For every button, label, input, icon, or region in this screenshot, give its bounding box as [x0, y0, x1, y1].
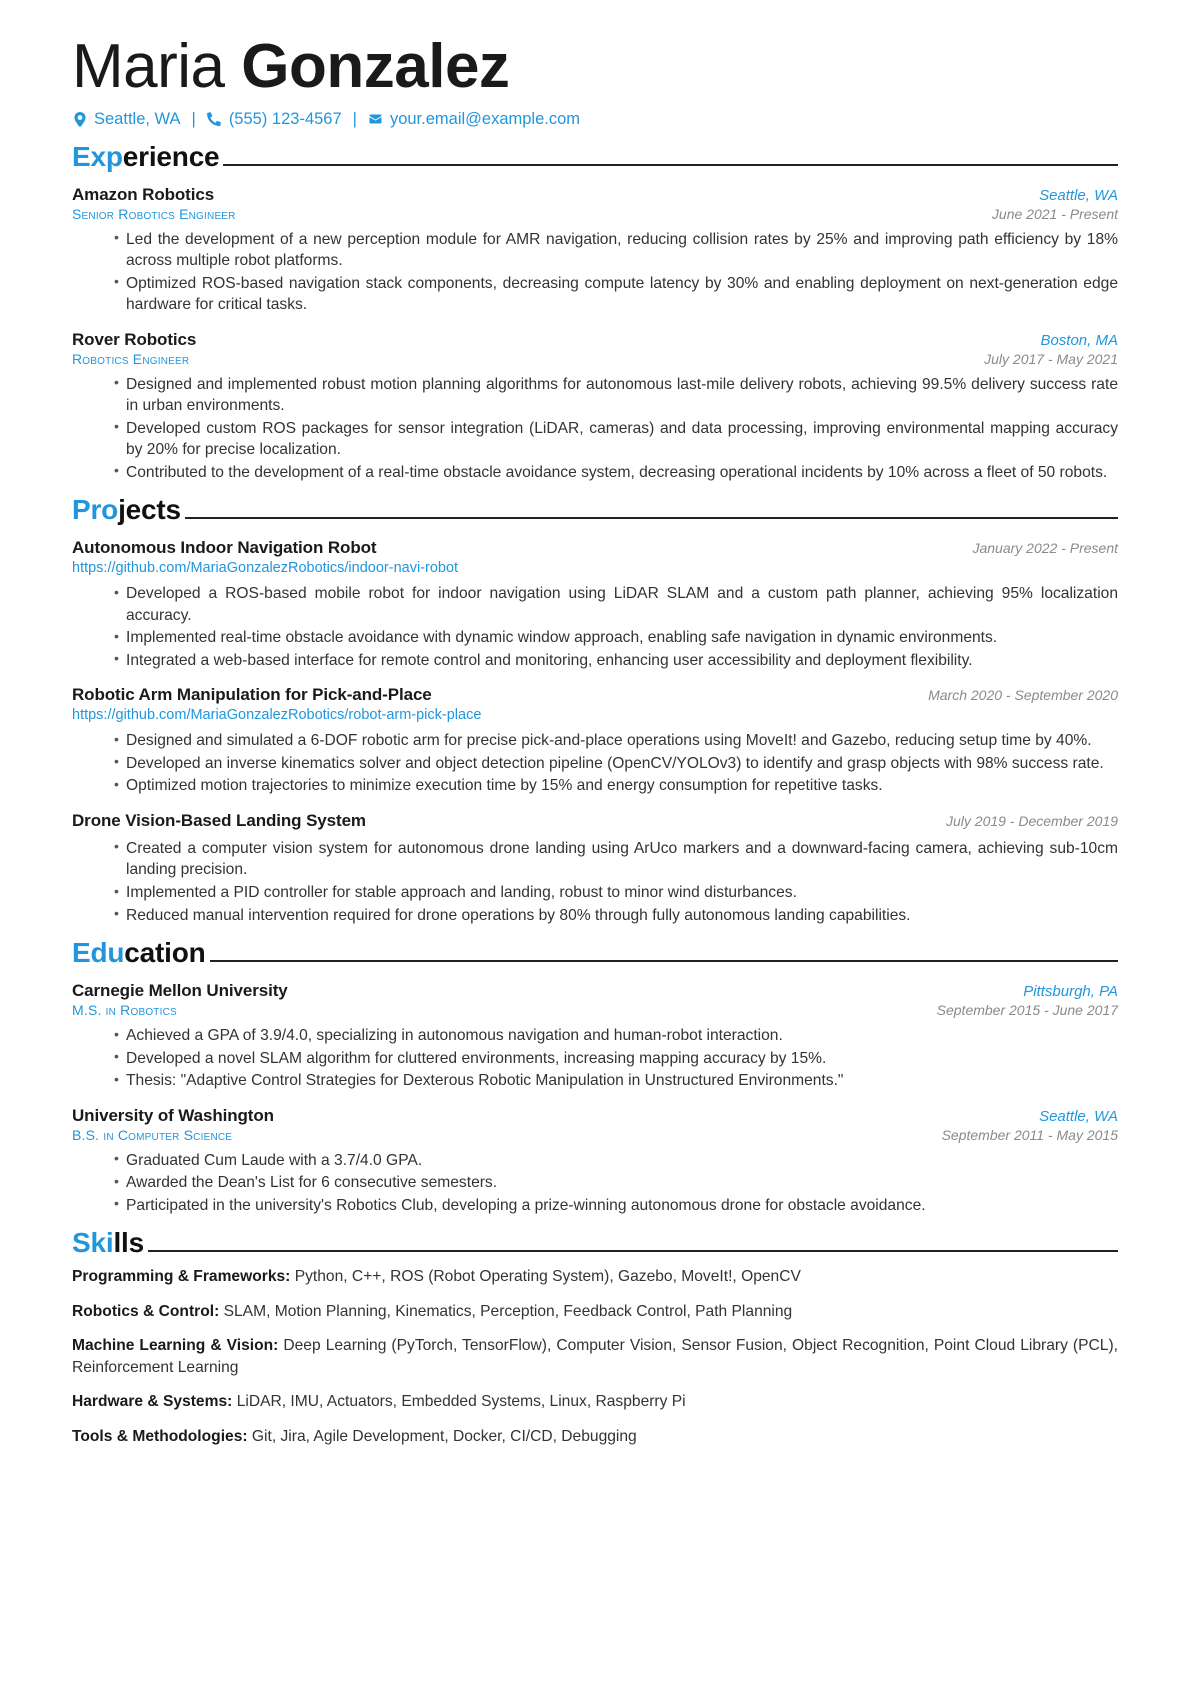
map-pin-icon	[72, 112, 87, 127]
project-name: Autonomous Indoor Navigation Robot	[72, 538, 377, 558]
education-entry	[72, 981, 1118, 1092]
experience-entry	[72, 330, 1118, 484]
skill-items: Git, Jira, Agile Development, Docker, CI/CD, Debugging	[251, 1427, 637, 1445]
section-title-accent: Pro	[72, 494, 119, 526]
project-dates: July 2019 - December 2019	[946, 812, 1118, 829]
entry-header-row	[72, 185, 1118, 205]
bullet-item: • Developed custom ROS packages for sensor integration (LiDAR, cameras) and data processing, improving environmental mapping accuracy by 20% for precise localization.	[114, 418, 1118, 461]
bullet-item: • Reduced manual intervention required for drone operations by 80% through fully autonomous landing capabilities.	[114, 905, 1118, 927]
education-entry	[72, 1106, 1118, 1217]
section-title-skills	[72, 1229, 148, 1257]
section-experience	[72, 140, 1118, 484]
skill-items: Deep Learning (PyTorch, TensorFlow), Computer Vision, Sensor Fusion, Object Recognition, Point Cloud Library (PCL), Reinforcement Learning	[72, 1337, 1118, 1376]
last-name: Gonzalez	[241, 32, 510, 101]
project-name: Robotic Arm Manipulation for Pick-and-Place	[72, 685, 432, 705]
contact-phone[interactable]	[207, 110, 342, 129]
education-dates: September 2015 - June 2017	[936, 1002, 1118, 1019]
section-title-experience	[72, 140, 223, 172]
employer-location: Seattle, WA	[1039, 186, 1118, 204]
entry-header-row	[72, 981, 1118, 1001]
bullet-item: • Implemented a PID controller for stable approach and landing, robust to minor wind disturbances.	[114, 882, 1118, 904]
section-title-rest: cation	[124, 937, 206, 969]
section-title-rest: lls	[113, 1227, 144, 1259]
bullet-item: • Awarded the Dean's List for 6 consecutive semesters.	[114, 1172, 1118, 1194]
section-heading-education	[72, 939, 1118, 967]
experience-bullets	[72, 229, 1118, 316]
entry-header-row	[72, 1106, 1118, 1126]
project-dates: March 2020 - September 2020	[928, 687, 1118, 704]
project-entry	[72, 811, 1118, 926]
section-projects	[72, 496, 1118, 926]
bullet-item: • Developed a ROS-based mobile robot for indoor navigation using LiDAR SLAM and a custom path planner, achieving 95% localization accuracy.	[114, 583, 1118, 626]
section-heading-experience	[72, 140, 1118, 172]
experience-bullets	[72, 374, 1118, 484]
bullet-item: • Optimized ROS-based navigation stack components, decreasing compute latency by 30% and enabling deployment on next-generation edge hardware for critical tasks.	[114, 273, 1118, 316]
section-skills	[72, 1229, 1118, 1447]
bullet-item: • Designed and implemented robust motion planning algorithms for autonomous last-mile delivery robots, achieving 99.5% delivery success rate in urban environments.	[114, 374, 1118, 417]
contact-location-text: Seattle, WA	[94, 109, 181, 128]
skill-category: Robotics & Control:	[72, 1302, 220, 1320]
job-title: Robotics Engineer	[72, 350, 190, 367]
bullet-item: • Developed an inverse kinematics solver and object detection pipeline (OpenCV/YOLOv3) to identify and grasp objects with 98% success rate.	[114, 753, 1118, 775]
page-title	[72, 34, 1118, 100]
entry-header-row	[72, 538, 1118, 558]
employer-name: Amazon Robotics	[72, 184, 215, 204]
skill-category: Hardware & Systems:	[72, 1393, 233, 1411]
section-title-rest: jects	[118, 494, 181, 526]
bullet-item: • Graduated Cum Laude with a 3.7/4.0 GPA.	[114, 1150, 1118, 1172]
project-entry	[72, 538, 1118, 671]
school-name: Carnegie Mellon University	[72, 981, 288, 1001]
bullet-item: • Created a computer vision system for autonomous drone landing using ArUco markers and a downward-facing camera, achieving sub-10cm landing precision.	[114, 838, 1118, 881]
section-heading-projects	[72, 496, 1118, 524]
school-location: Pittsburgh, PA	[1023, 983, 1118, 1001]
bullet-item: • Participated in the university's Robotics Club, developing a prize-winning autonomous drone for obstacle avoidance.	[114, 1195, 1118, 1217]
skill-line	[72, 1391, 1118, 1413]
resume-header	[72, 34, 1118, 129]
skill-line	[72, 1335, 1118, 1378]
section-title-accent: Exp	[72, 140, 123, 172]
envelope-icon	[368, 112, 383, 127]
project-name: Drone Vision-Based Landing System	[72, 810, 366, 830]
bullet-item: • Contributed to the development of a real-time obstacle avoidance system, decreasing operational incidents by 10% across a fleet of 50 robots.	[114, 462, 1118, 484]
section-title-accent: Ski	[72, 1227, 114, 1259]
section-title-education	[72, 939, 210, 967]
contact-info	[72, 110, 1118, 129]
bullet-item: • Developed a novel SLAM algorithm for cluttered environments, increasing mapping accuracy by 15%.	[114, 1048, 1118, 1070]
contact-email[interactable]	[368, 110, 580, 129]
school-name: University of Washington	[72, 1105, 274, 1125]
section-heading-skills	[72, 1229, 1118, 1257]
skill-items: Python, C++, ROS (Robot Operating System), Gazebo, MoveIt!, OpenCV	[294, 1268, 801, 1286]
entry-sub-row	[72, 206, 1118, 222]
section-rule	[185, 517, 1118, 519]
bullet-item: • Designed and simulated a 6-DOF robotic arm for precise pick-and-place operations using MoveIt! and Gazebo, reducing setup time by 40%.	[114, 730, 1118, 752]
entry-sub-row	[72, 1127, 1118, 1143]
employer-location: Boston, MA	[1040, 331, 1118, 349]
skill-category: Machine Learning & Vision:	[72, 1337, 279, 1355]
degree-name: M.S. in Robotics	[72, 1002, 177, 1019]
project-bullets	[72, 838, 1118, 926]
contact-separator-1: |	[191, 109, 196, 128]
skill-items: SLAM, Motion Planning, Kinematics, Perception, Feedback Control, Path Planning	[223, 1302, 793, 1320]
entry-header-row	[72, 685, 1118, 705]
skill-line	[72, 1426, 1118, 1448]
job-title: Senior Robotics Engineer	[72, 205, 236, 222]
degree-name: B.S. in Computer Science	[72, 1126, 233, 1143]
section-title-rest: erience	[122, 140, 220, 172]
entry-header-row	[72, 811, 1118, 831]
skill-line	[72, 1301, 1118, 1323]
skill-category: Tools & Methodologies:	[72, 1427, 248, 1445]
bullet-item: • Optimized motion trajectories to minimize execution time by 15% and energy consumption for repetitive tasks.	[114, 775, 1118, 797]
section-rule	[148, 1250, 1118, 1252]
project-entry	[72, 685, 1118, 797]
skill-category: Programming & Frameworks:	[72, 1268, 291, 1286]
first-name: Maria	[72, 32, 225, 101]
bullet-item: • Achieved a GPA of 3.9/4.0, specializing in autonomous navigation and human-robot interaction.	[114, 1025, 1118, 1047]
project-dates: January 2022 - Present	[972, 540, 1118, 557]
section-rule	[210, 960, 1118, 962]
section-education	[72, 939, 1118, 1216]
employer-name: Rover Robotics	[72, 329, 197, 349]
contact-phone-text: (555) 123-4567	[228, 109, 342, 128]
section-title-accent: Edu	[72, 937, 125, 969]
employment-dates: June 2021 - Present	[991, 205, 1118, 222]
section-title-projects	[72, 496, 185, 524]
skill-items: LiDAR, IMU, Actuators, Embedded Systems, Linux, Raspberry Pi	[236, 1393, 686, 1411]
contact-separator-2: |	[352, 109, 357, 128]
project-bullets	[72, 583, 1118, 671]
section-rule	[223, 164, 1118, 166]
school-location: Seattle, WA	[1039, 1107, 1118, 1125]
contact-location[interactable]	[72, 110, 181, 129]
skill-line	[72, 1266, 1118, 1288]
project-bullets	[72, 730, 1118, 797]
entry-sub-row	[72, 351, 1118, 367]
entry-header-row	[72, 330, 1118, 350]
education-bullets	[72, 1025, 1118, 1092]
education-dates: September 2011 - May 2015	[941, 1126, 1118, 1143]
bullet-item: • Implemented real-time obstacle avoidance with dynamic window approach, enabling safe navigation in dynamic environments.	[114, 627, 1118, 649]
contact-email-text: your.email@example.com	[389, 109, 581, 128]
project-url[interactable]: https://github.com/MariaGonzalezRobotics/indoor-navi-robot	[72, 560, 459, 577]
bullet-item: • Thesis: "Adaptive Control Strategies for Dexterous Robotic Manipulation in Unstructured Environments."	[114, 1070, 1118, 1092]
bullet-item: • Integrated a web-based interface for remote control and monitoring, enhancing user accessibility and deployment flexibility.	[114, 650, 1118, 672]
entry-sub-row	[72, 1002, 1118, 1018]
project-url[interactable]: https://github.com/MariaGonzalezRobotics/robot-arm-pick-place	[72, 707, 482, 724]
employment-dates: July 2017 - May 2021	[984, 350, 1118, 367]
phone-icon	[207, 112, 222, 127]
experience-entry	[72, 185, 1118, 316]
bullet-item: • Led the development of a new perception module for AMR navigation, reducing collision rates by 25% and improving path efficiency by 18% across multiple robot platforms.	[114, 229, 1118, 272]
education-bullets	[72, 1150, 1118, 1217]
